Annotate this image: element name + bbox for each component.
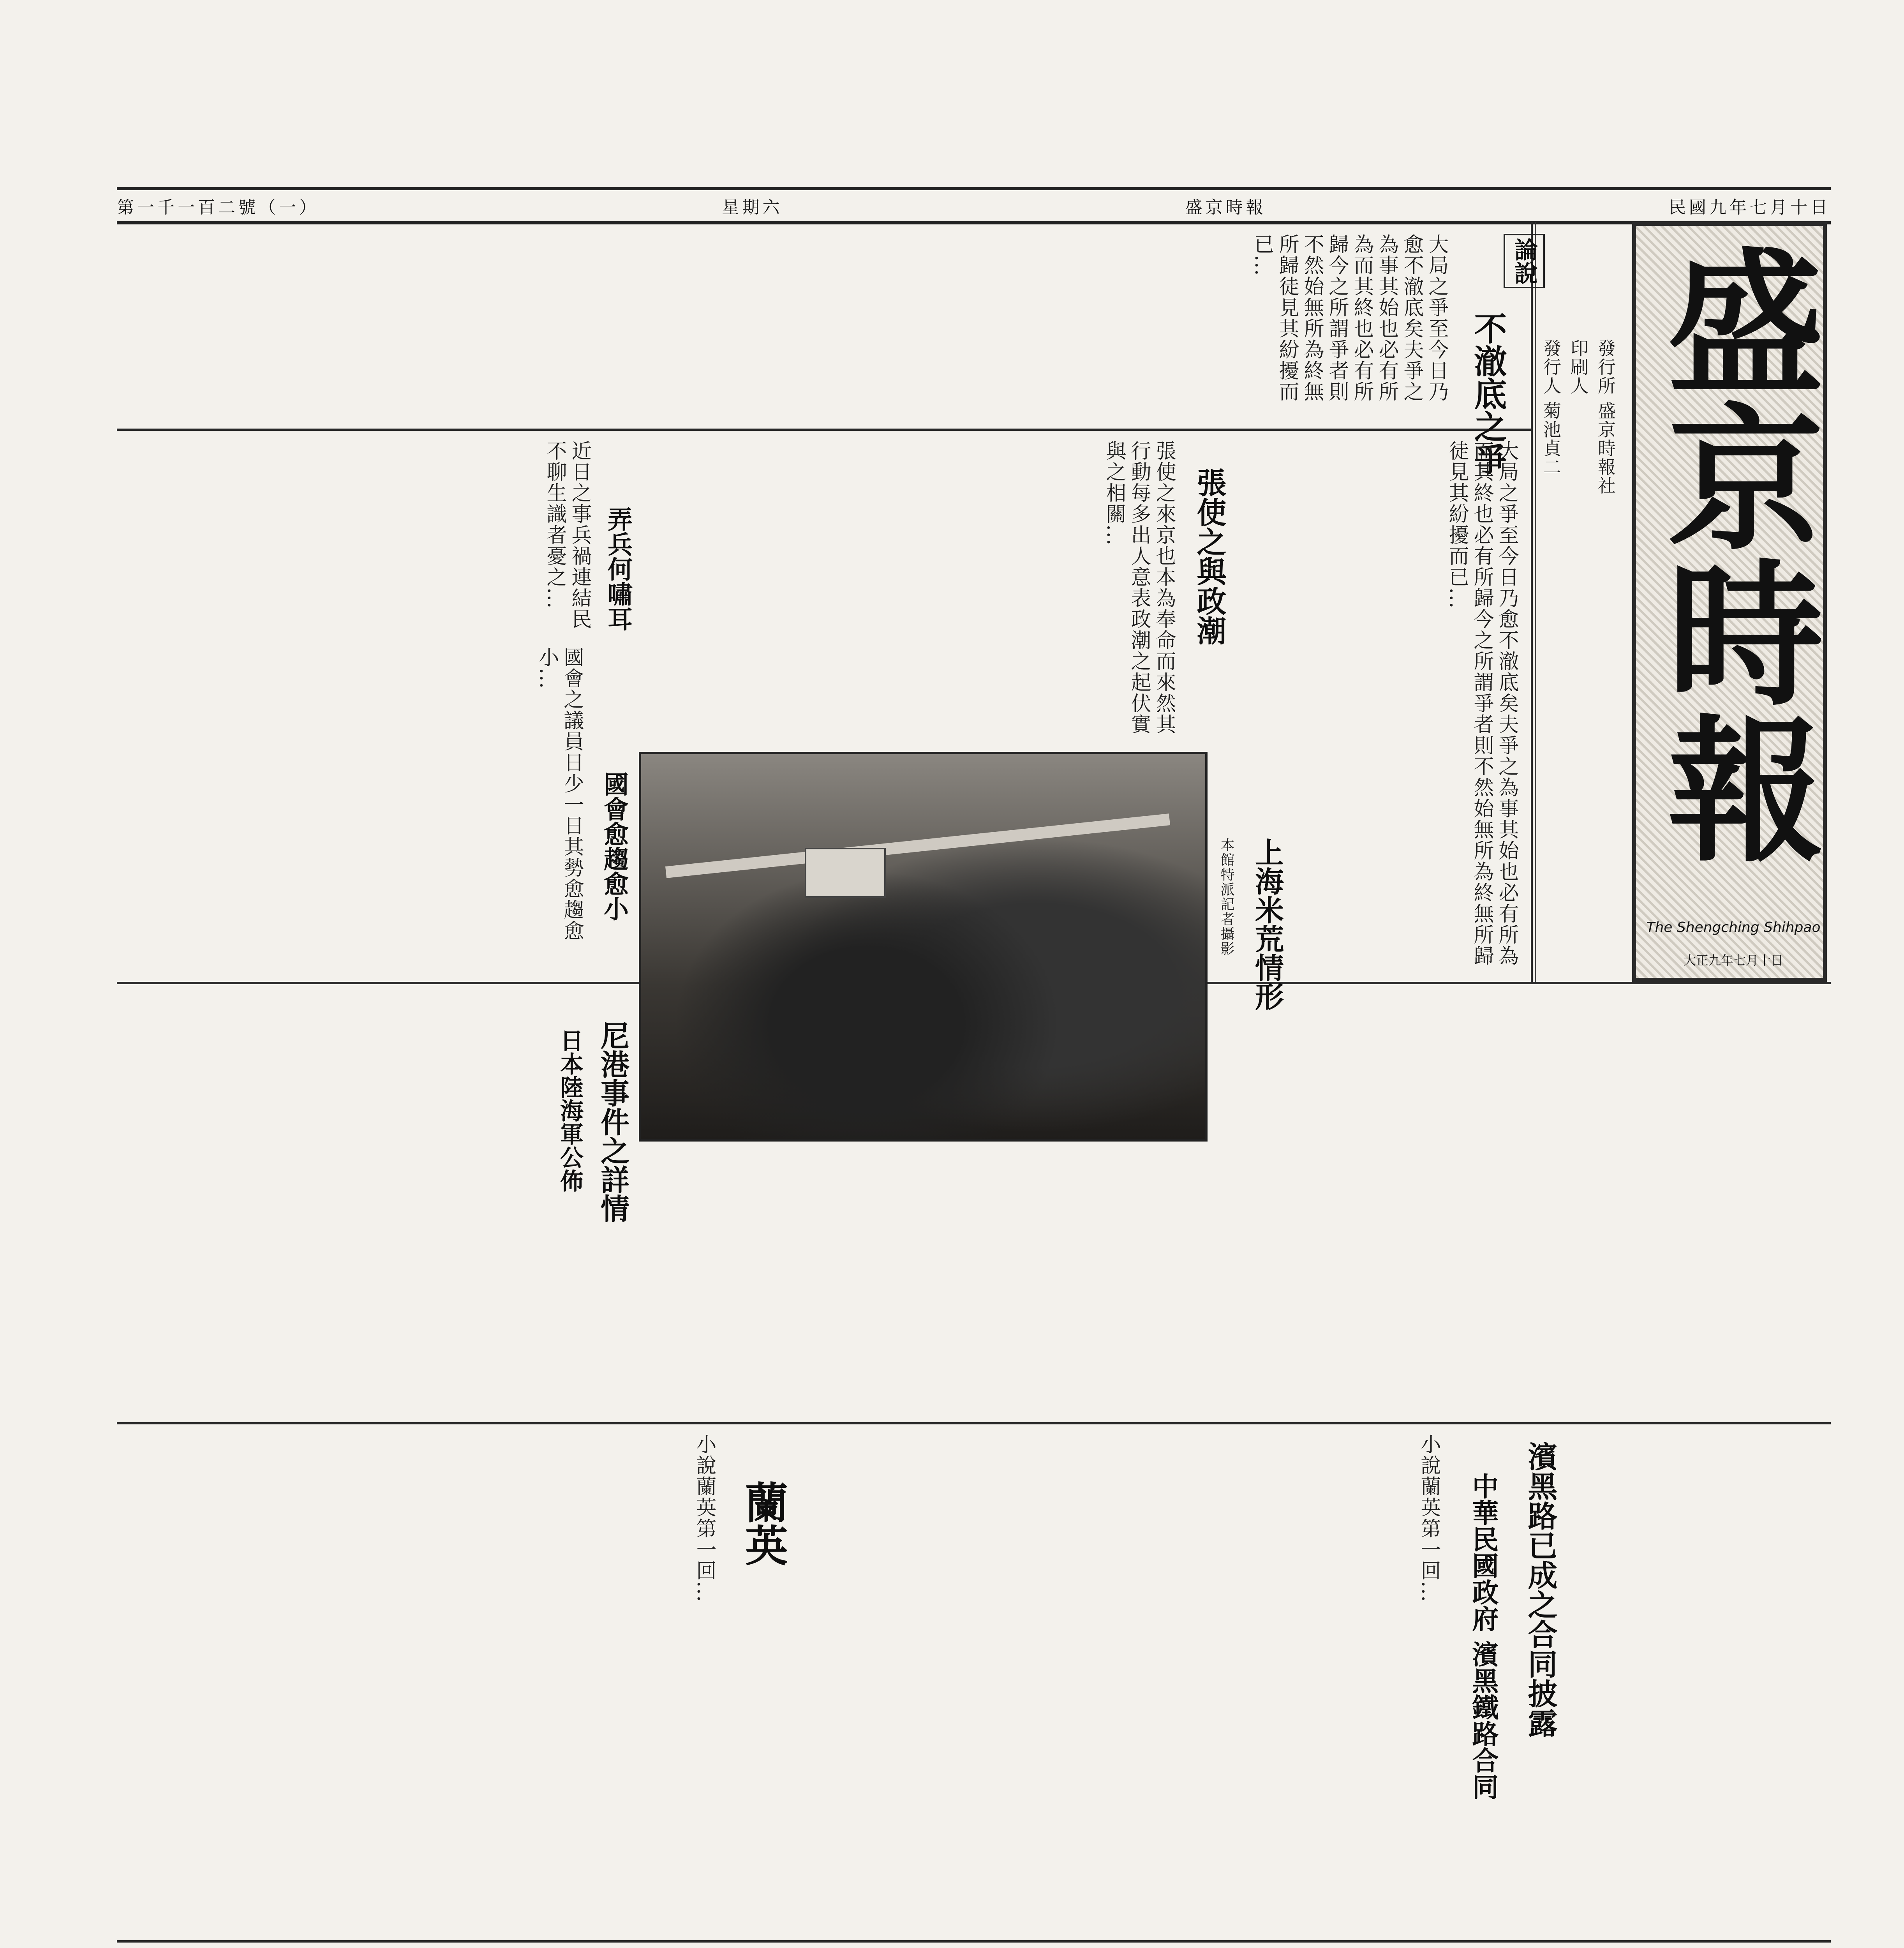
article-subtitle: 中華民國政府 濱黑鐵路合同 [1468,1473,1499,1800]
divider [117,429,1531,431]
article-title: 張使之與政潮 [1192,468,1227,645]
section-label: 論說 [1504,234,1545,288]
article-title: 尼港事件之詳情 [596,1021,629,1223]
article-title: 弄兵何嘯耳 [603,506,633,631]
article-body: 小說蘭英第一回... [1417,1434,1440,1603]
article-title: 濱黑路已成之合同披露 [1523,1442,1558,1738]
photo-caption: 本館特派記者攝影 [1218,838,1234,956]
editorial-title: 不澈底之爭 [1469,312,1507,475]
article-body: 國會之議員日少一日其勢愈趨愈小... [535,647,584,941]
editorial-body-continued: 大局之爭至今日乃愈不澈底矣夫爭之為事其始也必有所為而其終也必有所歸今之所謂爭者則不然始無所為終無所歸徒見其紛擾而已... [1445,440,1518,966]
header-weekday: 星期六 [722,198,783,217]
photo-title: 上海米荒情形 [1250,838,1284,1011]
story-body: 小說蘭英第一回... [693,1434,716,1603]
publisher-line-2: 印刷人 [1568,339,1589,395]
editorial-body: 大局之爭至今日乃愈不澈底矣夫爭之為事其始也必有所為而其終也必有所歸今之所謂爭者則不然始無所為終無所歸徒見其紛擾而已... [1250,234,1448,402]
divider [117,1940,1831,1943]
article-body: 近日之事兵禍連結民不聊生識者憂之... [543,440,591,630]
header-issue: 第一千一百二號（一） [117,198,319,217]
story-title: 蘭英 [738,1480,788,1566]
header-paper-name: 盛京時報 [1185,198,1266,217]
header-date: 民國九年七月十日 [1668,198,1831,217]
header-strip [117,187,1831,224]
masthead [1632,222,1827,982]
divider [1531,222,1533,982]
article-subtitle: 日本陸海軍公佈 [556,1029,584,1192]
publisher-info [1535,222,1626,982]
divider [117,1422,1831,1424]
publisher-line-1: 發行所 盛京時報社 [1595,339,1616,495]
masthead-date: 大正九年七月十日 [1683,953,1783,968]
article-body: 張使之來京也本為奉命而來然其行動每多出人意表政潮之起伏實與之相關... [1102,440,1176,735]
masthead-title: 盛京時報 [1642,242,1825,865]
photo-beam [665,813,1170,878]
article-title: 國會愈趨愈小 [599,771,629,921]
photo-cart [805,848,886,898]
publisher-line-3: 發行人 菊池貞二 [1541,339,1562,476]
news-photo [639,752,1208,1142]
masthead-romanized: The Shengching Shihpao [1646,919,1821,935]
